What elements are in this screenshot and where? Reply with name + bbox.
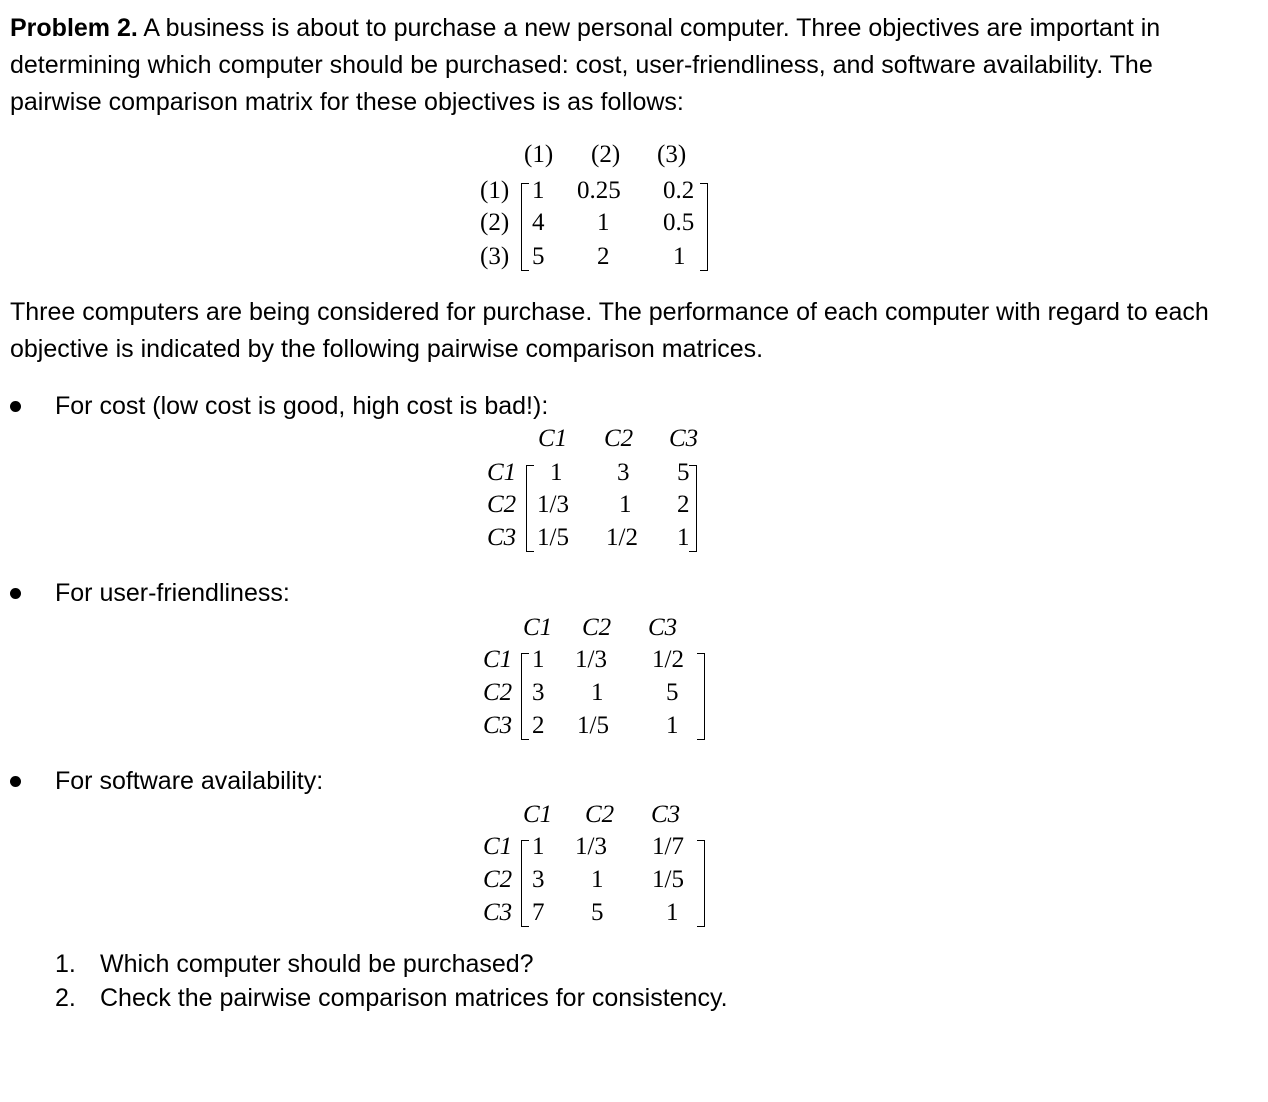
left-bracket xyxy=(521,840,529,927)
matrix-cell: 4 xyxy=(532,209,545,236)
left-bracket xyxy=(521,183,529,271)
matrix-cell: 1 xyxy=(666,899,679,926)
problem-intro xyxy=(10,10,1250,121)
right-bracket xyxy=(700,183,708,271)
bullet-dot xyxy=(10,588,21,599)
matrix-cell: 1 xyxy=(673,243,686,270)
matrix-row-label: C2 xyxy=(483,679,513,706)
matrix-cell: 1/7 xyxy=(652,833,684,860)
computers-paragraph: Three computers are being considered for purchase. The performance of each computer with regard to each objective is indicated by the following pairwise comparison matrices. xyxy=(10,298,1209,363)
matrix-cell: 1 xyxy=(550,459,563,486)
matrix-cell: 5 xyxy=(532,243,545,270)
question-list xyxy=(55,947,728,1015)
right-bracket xyxy=(697,653,705,740)
question-item xyxy=(55,947,728,981)
matrix-cell: 1/5 xyxy=(537,524,569,551)
matrix-row-label: C3 xyxy=(487,524,517,551)
matrix-cell: 1/5 xyxy=(652,866,684,893)
matrix-cell: 0.2 xyxy=(663,177,695,204)
matrix-cell: 0.5 xyxy=(663,209,695,236)
matrix-col-label: C1 xyxy=(523,614,553,641)
matrix-cell: 5 xyxy=(666,679,679,706)
matrix-row-label: C3 xyxy=(483,712,513,739)
matrix-cell: 3 xyxy=(617,459,630,486)
bullet-dot xyxy=(10,401,21,412)
matrix-col-label: (3) xyxy=(657,141,687,168)
left-bracket xyxy=(521,653,529,740)
matrix-cell: 1 xyxy=(532,833,545,860)
matrix-col-label: (1) xyxy=(524,141,554,168)
matrix-col-label: C3 xyxy=(669,425,699,452)
matrix-col-label: C3 xyxy=(648,614,678,641)
matrix-cell: 7 xyxy=(532,899,545,926)
question-number: 2. xyxy=(55,984,76,1012)
question-item xyxy=(55,981,728,1015)
matrix-row-label: C1 xyxy=(487,459,517,486)
matrix-row-label: (1) xyxy=(480,177,510,204)
left-bracket xyxy=(526,465,534,552)
matrix-cell: 1 xyxy=(532,646,545,673)
right-bracket xyxy=(697,840,705,927)
matrix-col-label: C2 xyxy=(582,614,612,641)
matrix-col-label: C1 xyxy=(538,425,568,452)
software-label: For software availability: xyxy=(55,767,324,795)
matrix-row-label: (2) xyxy=(480,209,510,236)
matrix-cell: 2 xyxy=(597,243,610,270)
matrix-col-label: (2) xyxy=(591,141,621,168)
problem-intro-text: A business is about to purchase a new personal computer. Three objectives are important in determining which computer should be purchased: cost, user-friendliness, and software availability. The pairwise comparison matrix for these objectives is as follows: xyxy=(10,14,1161,116)
matrix-col-label: C2 xyxy=(604,425,634,452)
matrix-cell: 1 xyxy=(619,491,632,518)
matrix-cell: 1/2 xyxy=(606,524,638,551)
matrix-cell: 5 xyxy=(591,899,604,926)
bullet-dot xyxy=(10,776,21,787)
matrix-row-label: C1 xyxy=(483,646,513,673)
matrix-cell: 2 xyxy=(677,491,690,518)
matrix-cell: 0.25 xyxy=(577,177,621,204)
right-bracket xyxy=(689,465,697,552)
matrix-cell: 1/2 xyxy=(652,646,684,673)
matrix-col-label: C1 xyxy=(523,801,553,828)
matrix-cell: 1 xyxy=(677,524,690,551)
matrix-row-label: C3 xyxy=(483,899,513,926)
question-text: Which computer should be purchased? xyxy=(100,950,534,978)
matrix-cell: 1/3 xyxy=(575,646,607,673)
matrix-col-label: C3 xyxy=(651,801,681,828)
matrix-cell: 5 xyxy=(677,459,690,486)
question-text: Check the pairwise comparison matrices for consistency. xyxy=(100,984,728,1012)
matrix-row-label: C2 xyxy=(487,491,517,518)
matrix-cell: 1 xyxy=(591,866,604,893)
matrix-row-label: C2 xyxy=(483,866,513,893)
matrix-col-label: C2 xyxy=(585,801,615,828)
cost-label: For cost (low cost is good, high cost is bad!): xyxy=(55,392,549,420)
matrix-cell: 1/3 xyxy=(537,491,569,518)
matrix-cell: 3 xyxy=(532,866,545,893)
matrix-cell: 1/5 xyxy=(577,712,609,739)
matrix-cell: 1 xyxy=(532,177,545,204)
matrix-cell: 1 xyxy=(591,679,604,706)
matrix-cell: 1 xyxy=(597,209,610,236)
matrix-row-label: C1 xyxy=(483,833,513,860)
problem-label: Problem 2. xyxy=(10,14,138,42)
matrix-row-label: (3) xyxy=(480,243,510,270)
matrix-cell: 1 xyxy=(666,712,679,739)
matrix-cell: 2 xyxy=(532,712,545,739)
question-number: 1. xyxy=(55,950,76,978)
user-friendliness-label: For user-friendliness: xyxy=(55,579,290,607)
matrix-cell: 3 xyxy=(532,679,545,706)
matrix-cell: 1/3 xyxy=(575,833,607,860)
